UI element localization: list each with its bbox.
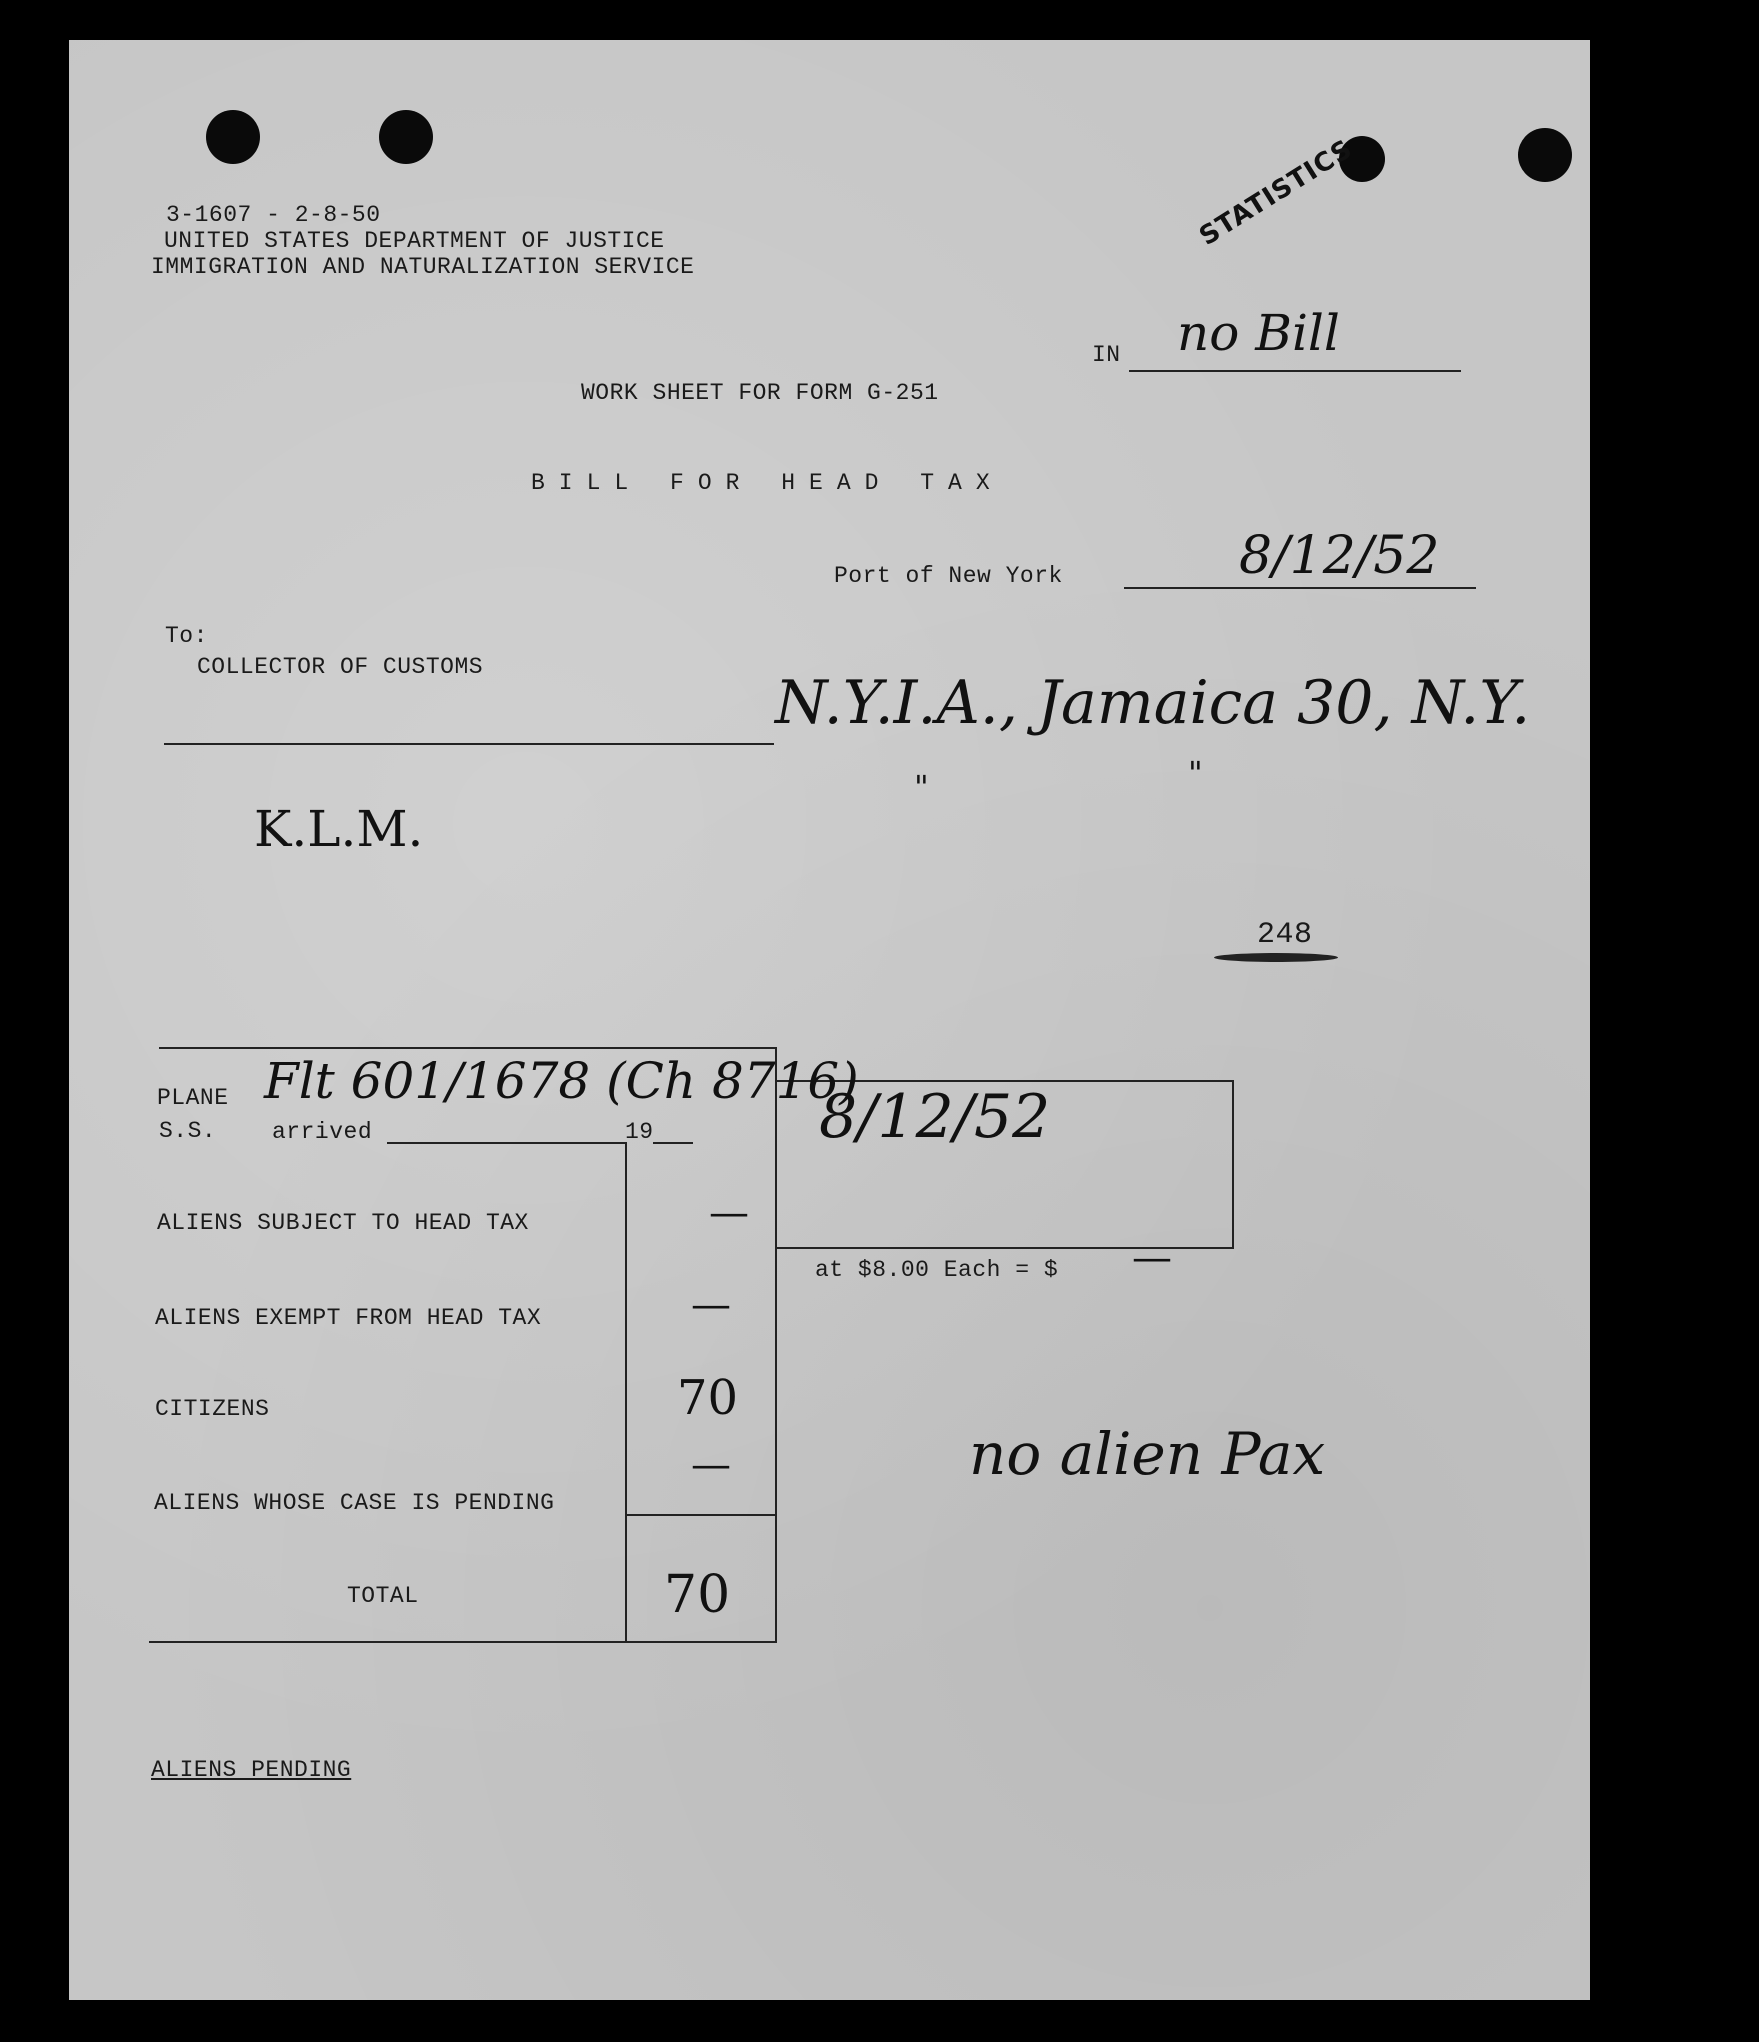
arrived-label: arrived bbox=[272, 1119, 373, 1145]
in-underline bbox=[1129, 370, 1461, 372]
punch-hole bbox=[379, 110, 433, 164]
table-inner-vertical bbox=[625, 1142, 627, 1642]
serial-underline bbox=[1214, 953, 1338, 962]
total-divider bbox=[625, 1514, 777, 1516]
year-prefix: 19 bbox=[625, 1119, 654, 1145]
table-top-border bbox=[159, 1047, 777, 1049]
note-handwritten: no alien Pax bbox=[969, 1420, 1326, 1488]
row-value-citizens: 70 bbox=[677, 1370, 739, 1426]
punch-hole bbox=[206, 110, 260, 164]
flight-handwritten: Flt 601/1678 (Ch 8716) bbox=[264, 1052, 859, 1110]
year-underline bbox=[653, 1142, 693, 1144]
port-date-underline bbox=[1124, 587, 1476, 589]
document-page bbox=[69, 40, 1590, 2000]
location-handwritten: N.Y.I.A., Jamaica 30, N.Y. bbox=[775, 668, 1531, 738]
total-label: TOTAL bbox=[347, 1583, 419, 1609]
plane-label: PLANE bbox=[157, 1085, 229, 1111]
service-name: IMMIGRATION AND NATURALIZATION SERVICE bbox=[151, 254, 695, 280]
arrival-date-handwritten: 8/12/52 bbox=[819, 1082, 1051, 1152]
row-value-exempt: — bbox=[691, 1282, 731, 1328]
row-label-exempt: ALIENS EXEMPT FROM HEAD TAX bbox=[155, 1305, 542, 1331]
punch-hole bbox=[1518, 128, 1572, 182]
aliens-pending-heading: ALIENS PENDING bbox=[151, 1757, 352, 1783]
arrived-underline bbox=[387, 1142, 627, 1144]
port-date: 8/12/52 bbox=[1239, 526, 1440, 586]
carrier-handwritten: K.L.M. bbox=[254, 800, 424, 858]
in-value: no Bill bbox=[1177, 304, 1340, 362]
collector-underline bbox=[164, 743, 774, 745]
form-code: 3-1607 - 2-8-50 bbox=[166, 202, 381, 228]
ss-label: S.S. bbox=[159, 1118, 217, 1144]
department-name: UNITED STATES DEPARTMENT OF JUSTICE bbox=[164, 228, 665, 254]
collector-label: COLLECTOR OF CUSTOMS bbox=[197, 654, 484, 680]
table-bottom-border bbox=[149, 1641, 777, 1643]
ditto-mark: " bbox=[914, 768, 929, 806]
page-title: WORK SHEET FOR FORM G-251 bbox=[581, 380, 939, 406]
row-label-citizens: CITIZENS bbox=[155, 1396, 270, 1422]
row-label-pending: ALIENS WHOSE CASE IS PENDING bbox=[154, 1490, 555, 1516]
row-value-pending: — bbox=[691, 1442, 731, 1488]
page-subtitle: BILL FOR HEAD TAX bbox=[531, 470, 1004, 496]
total-value: 70 bbox=[664, 1565, 731, 1625]
rate-text: at $8.00 Each = $ bbox=[815, 1257, 1059, 1283]
rate-value: — bbox=[1132, 1235, 1172, 1281]
statistics-stamp: STATISTICS bbox=[1194, 134, 1359, 252]
ditto-mark: " bbox=[1188, 754, 1203, 792]
port-label: Port of New York bbox=[834, 563, 1063, 589]
row-label-subject: ALIENS SUBJECT TO HEAD TAX bbox=[157, 1210, 529, 1236]
to-label: To: bbox=[165, 623, 208, 649]
row-value-subject: — bbox=[709, 1190, 749, 1236]
in-label: IN bbox=[1092, 342, 1121, 368]
serial-number: 248 bbox=[1257, 918, 1313, 952]
